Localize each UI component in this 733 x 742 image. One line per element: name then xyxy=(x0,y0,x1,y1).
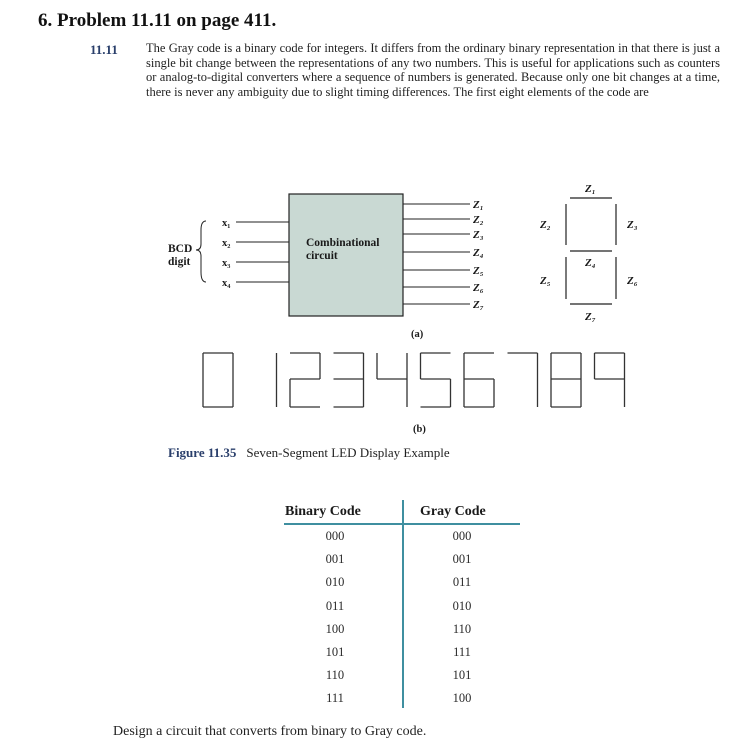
output-z2-label: Z₂ xyxy=(473,214,484,226)
gray-code-cell: 001 xyxy=(452,552,472,567)
binary-code-cell: 100 xyxy=(325,621,345,636)
gray-code-cell: 111 xyxy=(453,645,471,659)
seven-segment-digits xyxy=(203,353,625,407)
gray-code-cell: 101 xyxy=(452,668,472,683)
segment-label-z7: Z₇ xyxy=(585,311,596,323)
gray-code-cell: 110 xyxy=(452,621,472,636)
problem-heading: 6. Problem 11.11 on page 411. xyxy=(38,10,277,31)
segment-label-z4: Z₄ xyxy=(585,257,596,269)
binary-code-cell: 110 xyxy=(325,668,345,683)
design-instruction: Design a circuit that converts from binary to Gray code. xyxy=(113,724,427,739)
input-x4-label: x₄ xyxy=(222,278,231,289)
bcd-label: BCD xyxy=(168,243,193,255)
output-z4-label: Z₄ xyxy=(473,247,484,259)
input-x1-label: x₁ xyxy=(222,218,231,229)
binary-code-cell: 101 xyxy=(325,645,345,659)
output-z1-label: Z₁ xyxy=(473,199,484,211)
binary-code-cell: 000 xyxy=(325,529,345,543)
output-z7-label: Z₇ xyxy=(473,299,484,311)
segment-label-z1: Z₁ xyxy=(585,183,596,195)
segment-label-z5: Z₅ xyxy=(540,275,551,287)
binary-code-cell: 010 xyxy=(325,575,345,590)
output-z5-label: Z₅ xyxy=(473,265,484,277)
gray-code-cell: 010 xyxy=(452,598,472,613)
binary-code-cell: 111 xyxy=(326,691,344,706)
block-label-1: Combinational xyxy=(306,237,380,249)
figure-caption-text: Seven-Segment LED Display Example xyxy=(246,445,450,460)
bcd-brace xyxy=(196,221,206,282)
gray-code-header: Gray Code xyxy=(420,504,486,519)
table-column-rule xyxy=(402,500,404,708)
output-z6-label: Z₆ xyxy=(473,282,484,294)
input-x3-label: x₃ xyxy=(222,258,231,269)
problem-text: The Gray code is a binary code for integers. It differs from the ordinary binary representation in that there is just a single bit change between the representations of any two numbers. This is useful for applications such as counters or analog-to-digital converters where a sequence of numbers is generated. Because only one bit changes at a time, there is never any ambiguity due to slight timing differences. The first eight elements of the code are xyxy=(146,41,720,99)
input-x2-label: x₂ xyxy=(222,238,231,249)
digit-label: digit xyxy=(168,256,191,268)
gray-code-cell: 000 xyxy=(452,529,472,543)
segment-label-z6: Z₆ xyxy=(627,275,638,287)
segment-label-z3: Z₃ xyxy=(627,219,638,231)
block-label-2: circuit xyxy=(306,250,338,262)
binary-code-cell: 011 xyxy=(325,598,345,613)
output-z3-label: Z₃ xyxy=(473,229,484,241)
gray-code-cell: 011 xyxy=(452,575,472,590)
gray-code-cell: 100 xyxy=(452,691,472,706)
figure-caption-label: Figure 11.35 xyxy=(168,445,237,460)
problem-number: 11.11 xyxy=(90,42,118,57)
subfigure-a-label: (a) xyxy=(411,329,424,340)
segment-label-z2: Z₂ xyxy=(540,219,551,231)
binary-code-cell: 001 xyxy=(325,552,345,567)
figure-caption xyxy=(168,445,450,461)
binary-code-header: Binary Code xyxy=(285,504,361,519)
subfigure-b-label: (b) xyxy=(413,424,426,435)
